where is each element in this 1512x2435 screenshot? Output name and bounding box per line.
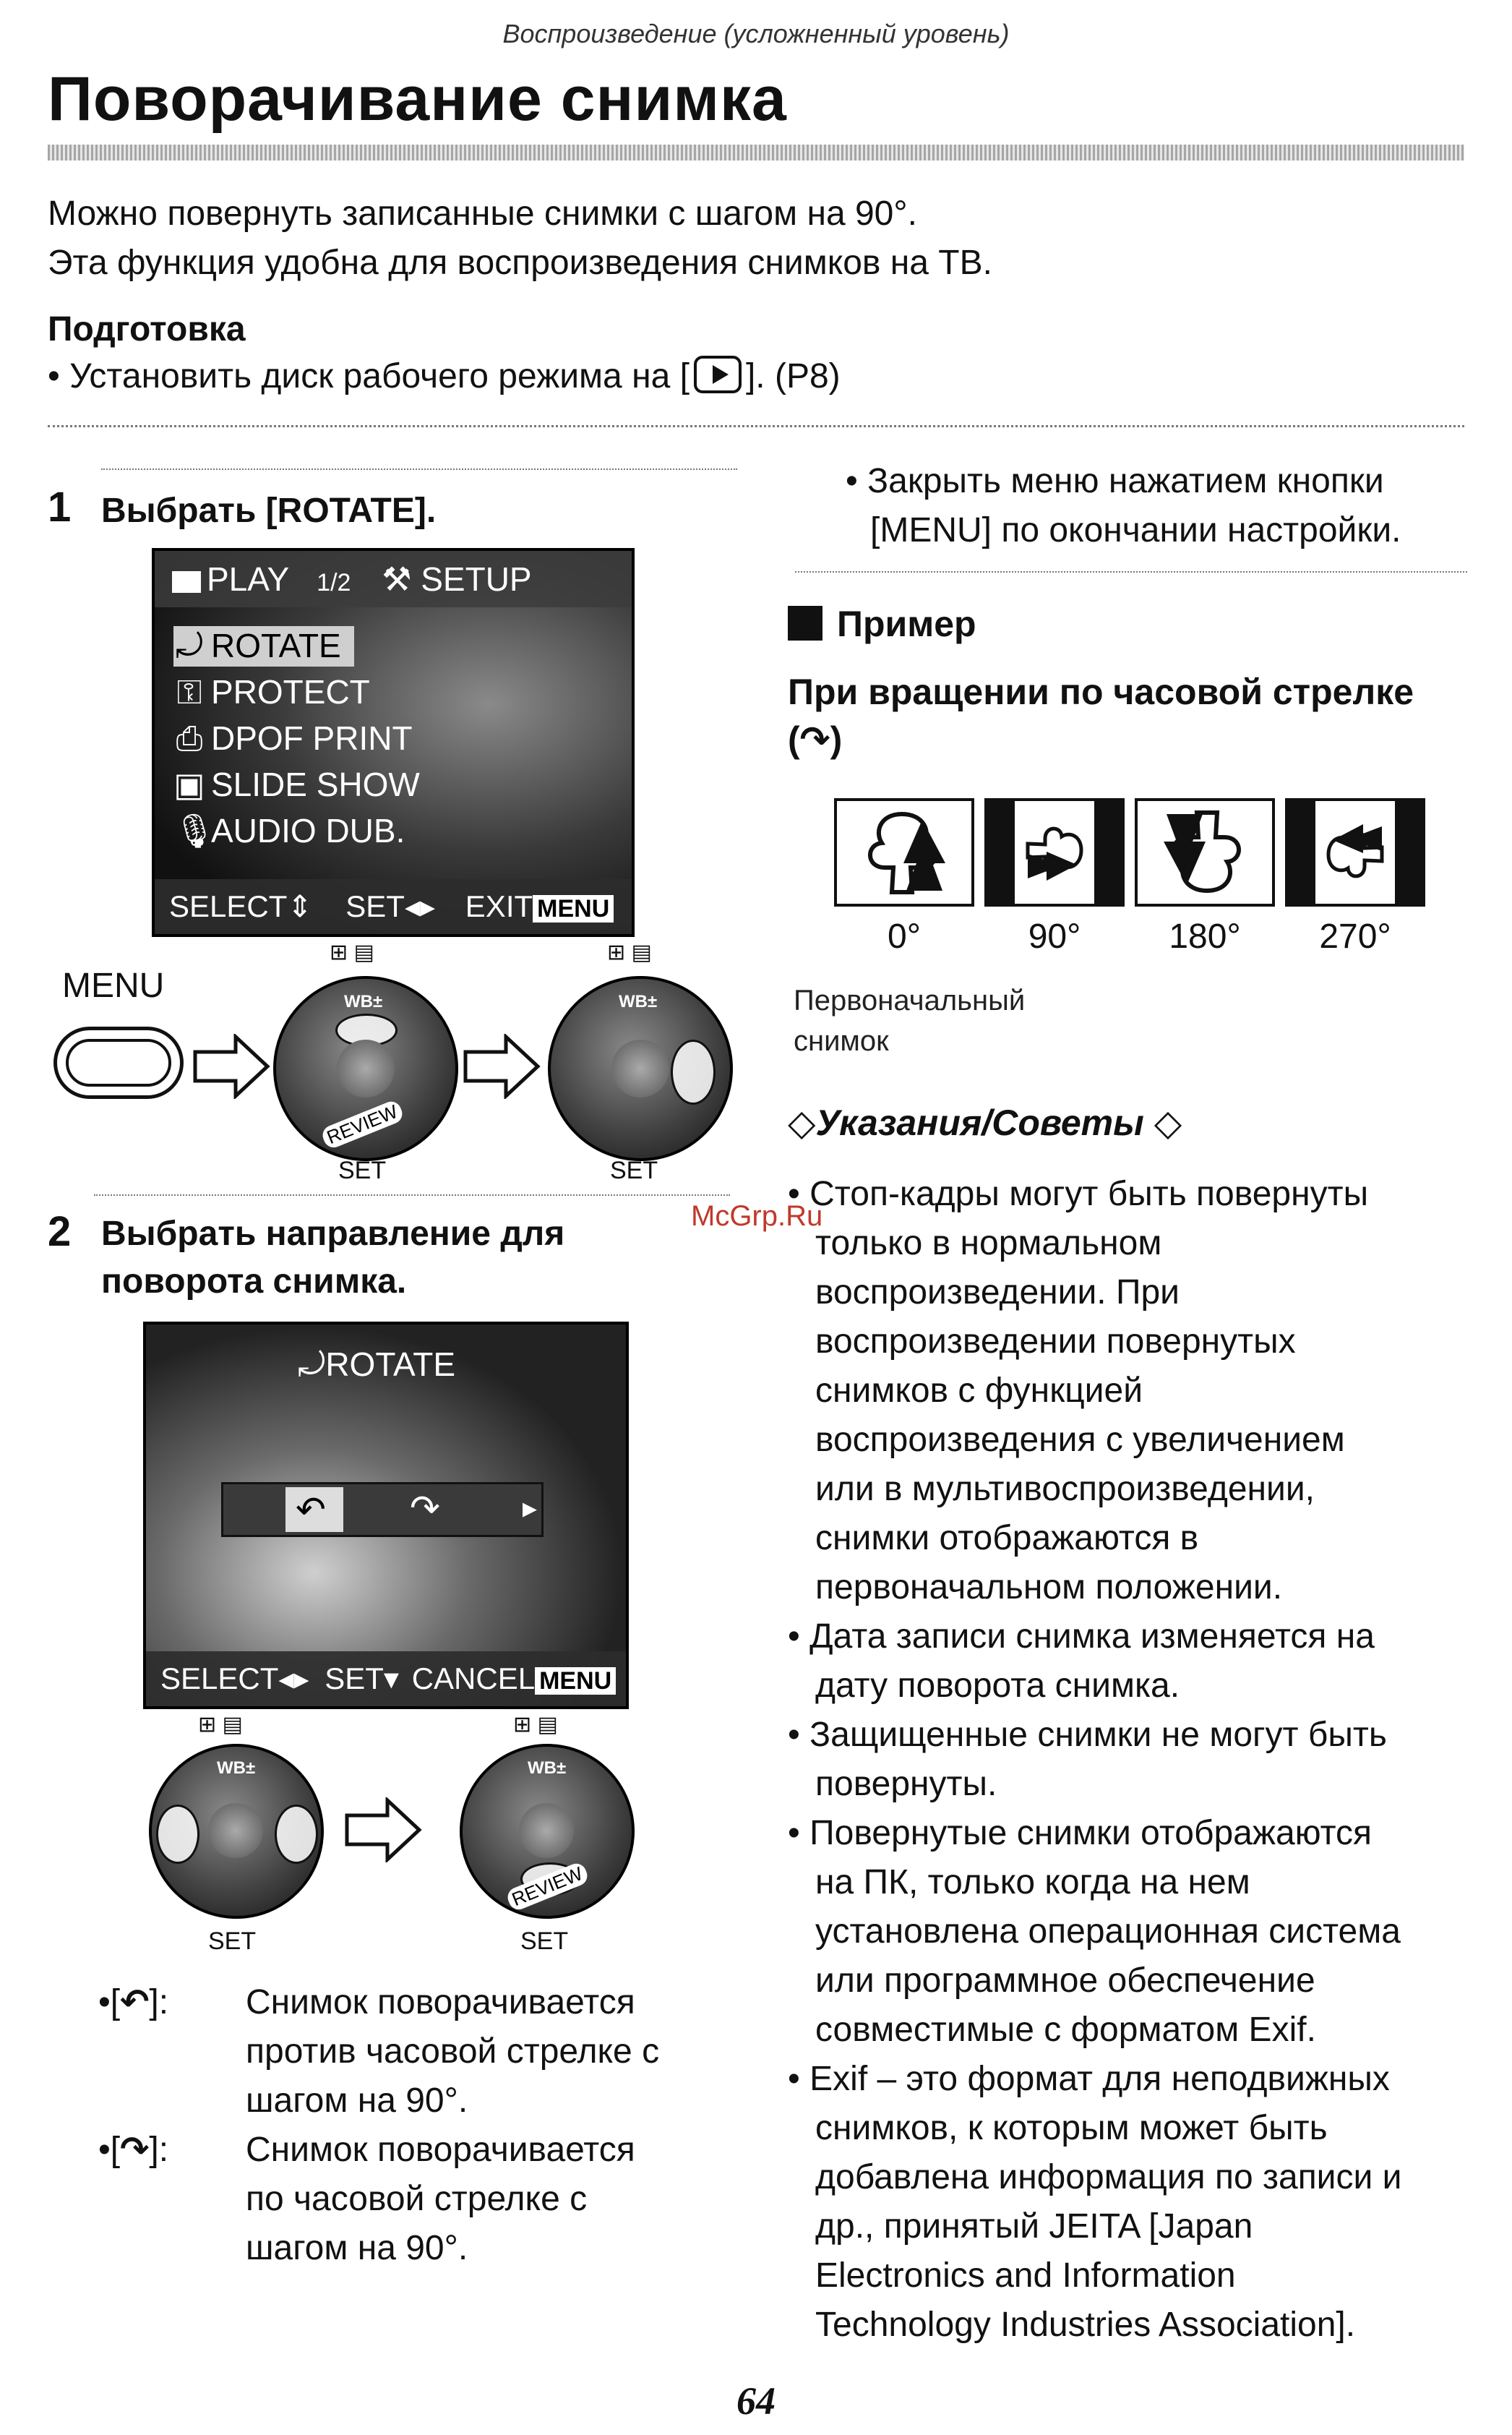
cw-bullet [98, 2126, 168, 2175]
square-bullet-icon [788, 606, 822, 641]
rotate-title [298, 1345, 455, 1385]
menu-item-label: SLIDE SHOW [211, 766, 420, 803]
ccw-description [246, 1978, 659, 2126]
tip-line: совместимые с форматом Exif. [815, 2011, 1316, 2049]
page-title: Поворачивание снимка [48, 64, 787, 134]
tip-line: • Стоп-кадры могут быть повернуты [788, 1175, 1369, 1213]
exposure-icon: ⊞ ▤ [198, 1713, 243, 1737]
close-menu-note [846, 457, 1401, 555]
tip-line: др., принятый JEITA [Japan [815, 2207, 1253, 2246]
preparation-text: ]. (P8) [745, 357, 841, 395]
footer-select: SELECT [169, 889, 288, 923]
intro-line: Эта функция удобна для воспроизведения снимков на ТВ. [48, 244, 992, 282]
preparation-heading: Подготовка [48, 310, 246, 348]
menu-item-dpof-print [173, 719, 413, 759]
tip-item [788, 1612, 1482, 1711]
wb-label: WB± [528, 1758, 567, 1778]
center-button[interactable] [611, 1040, 669, 1097]
play-menu-screen [152, 548, 635, 937]
step-divider [101, 468, 737, 470]
menu-item-slide-show [173, 765, 420, 804]
clockwise-line: При вращении по часовой стрелке [788, 672, 1414, 712]
tab-setup: SETUP [421, 560, 532, 598]
preparation-bullet [48, 356, 841, 396]
rotate-right-icon: ↷ [120, 2131, 150, 2169]
slideshow-icon: ▣ [173, 766, 205, 803]
preparation-text: • Установить диск рабочего режима на [ [48, 357, 690, 395]
menu-item-label: ROTATE [211, 627, 341, 664]
footer-select: SELECT [160, 1661, 279, 1695]
degree-label: 90° [1028, 917, 1081, 956]
set-label: SET [610, 1157, 658, 1184]
bullet-key: •[ [98, 1983, 121, 2021]
tip-line: снимков, к которым может быть [815, 2109, 1328, 2147]
exposure-icon: ⊞ ▤ [330, 941, 374, 964]
arrow-right-icon [344, 1797, 424, 1862]
menu-item-label: DPOF PRINT [211, 719, 413, 757]
rotate-icon: ⤾ [175, 627, 204, 664]
rotate-screen [143, 1322, 629, 1709]
rotate-right-icon: ↷ [799, 719, 830, 760]
bullet-key: ]: [149, 1983, 169, 2021]
cursor-pad-down[interactable] [460, 1744, 635, 1919]
bullet-line: шагом на 90°. [246, 2229, 468, 2267]
menu-footer [155, 879, 632, 934]
clockwise-line-2 [788, 716, 1414, 763]
rotate-icon: ⤾ [298, 1345, 326, 1383]
watermark: McGrp.Ru [691, 1200, 823, 1232]
tip-line: • Повернутые снимки отображаются [788, 1814, 1373, 1852]
tip-line: добавлена информация по записи и [815, 2158, 1402, 2196]
wb-label: WB± [619, 992, 658, 1011]
left-button[interactable] [156, 1805, 199, 1864]
review-label: REVIEW [319, 1099, 405, 1151]
tip-line: снимков с функцией [815, 1371, 1143, 1410]
example-label: Пример [837, 604, 976, 644]
chapter-title: Воспроизведение (усложненный уровень) [502, 19, 1010, 48]
tab-play: PLAY [207, 560, 289, 598]
wrench-icon: ⚒ [382, 560, 412, 598]
menu-button[interactable] [53, 1027, 184, 1099]
arrow-right-icon [192, 1034, 272, 1099]
tree-icon [987, 801, 1122, 904]
bullet-key: •[ [98, 2131, 121, 2169]
paren: ) [830, 719, 843, 760]
print-icon: ⎙ [176, 719, 203, 757]
updown-icon: ⇕ [287, 889, 313, 923]
tip-line: Electronics and Information [815, 2256, 1236, 2295]
center-button[interactable] [519, 1803, 574, 1858]
wb-label: WB± [344, 992, 383, 1011]
section-divider [795, 571, 1467, 573]
tip-line: воспроизведении повернутых [815, 1322, 1296, 1361]
note-line: снимок [794, 1025, 889, 1057]
set-label: SET [208, 1927, 257, 1955]
step-2-line: поворота снимка. [101, 1262, 407, 1301]
counterclockwise-option[interactable] [285, 1487, 343, 1532]
tip-line: • Exif – это формат для неподвижных [788, 2060, 1390, 2098]
tree-icon [1288, 801, 1422, 904]
example-frame-0 [834, 798, 974, 907]
bullet-line: по часовой стрелке с [246, 2180, 588, 2218]
bullet-line: против часовой стрелке с [246, 2032, 660, 2071]
tip-line: • Дата записи снимка изменяется на [788, 1617, 1375, 1656]
right-button[interactable] [275, 1805, 318, 1864]
paren: ( [788, 719, 800, 760]
example-heading [788, 603, 976, 645]
tip-line: на ПК, только когда на нем [815, 1863, 1250, 1901]
tip-item [788, 1809, 1482, 2055]
step-2-line: Выбрать направление для [101, 1215, 565, 1253]
degree-label: 270° [1319, 917, 1391, 956]
rotate-left-icon: ↶ [120, 1983, 150, 2021]
note-line: Первоначальный [794, 985, 1026, 1017]
footer-exit: EXIT [465, 889, 533, 923]
tip-line: воспроизведения с увеличением [815, 1421, 1345, 1459]
step-2-text [101, 1210, 564, 1306]
example-frame-180 [1135, 798, 1275, 907]
menu-item-protect [173, 672, 370, 713]
set-label: SET [338, 1157, 387, 1184]
exposure-icon: ⊞ ▤ [513, 1713, 558, 1737]
menu-item-rotate [173, 626, 354, 667]
original-image-note [794, 980, 1025, 1061]
center-button[interactable] [208, 1803, 263, 1858]
tips-heading: ◇Указания/Советы ◇ [788, 1103, 1182, 1143]
footer-menu: MENU [533, 895, 614, 923]
play-tab-icon [172, 571, 201, 593]
key-icon: ⚿ [176, 673, 202, 711]
bullet-line: Снимок поворачивается [246, 1983, 635, 2021]
tip-line: снимки отображаются в [815, 1519, 1199, 1557]
tip-line: Technology Industries Association]. [815, 2306, 1356, 2344]
menu-item-label: PROTECT [211, 673, 370, 711]
tip-line: или программное обеспечение [815, 1961, 1315, 2000]
cursor-pad-right[interactable] [548, 976, 733, 1161]
example-frame-270 [1285, 798, 1425, 907]
tip-line: повернуты. [815, 1765, 997, 1803]
degree-label: 0° [888, 917, 921, 956]
cursor-pad-left-right[interactable] [149, 1744, 324, 1919]
exposure-icon: ⊞ ▤ [607, 941, 652, 964]
step-divider [94, 1194, 730, 1196]
intro-line: Можно повернуть записанные снимки с шагом на 90°. [48, 194, 917, 233]
direction-selector[interactable] [221, 1482, 544, 1537]
menu-footer [146, 1651, 626, 1706]
tips-list [788, 1170, 1482, 2350]
review-label: REVIEW [504, 1861, 590, 1913]
bullet-line: Снимок поворачивается [246, 2131, 635, 2169]
tip-item [788, 2055, 1482, 2350]
rotate-label: ROTATE [325, 1345, 456, 1383]
menu-item-label: AUDIO DUB. [211, 812, 405, 850]
menu-button-label: MENU [62, 967, 165, 1005]
set-label: SET [520, 1927, 569, 1955]
tree-icon [1138, 801, 1272, 904]
play-mode-icon [694, 356, 742, 393]
leftright-icon: ◂▸ [278, 1661, 309, 1695]
tip-line: только в нормальном [815, 1224, 1162, 1262]
tip-item [788, 1711, 1482, 1809]
tip-item [788, 1170, 1482, 1612]
title-divider [48, 145, 1464, 161]
step-2-number: 2 [48, 1208, 72, 1255]
tab-page: 1/2 [317, 569, 351, 596]
section-divider [48, 425, 1464, 427]
note-line: [MENU] по окончании настройки. [870, 511, 1401, 549]
rotate-left-icon: ↶ [296, 1489, 326, 1530]
down-icon: ▾ [383, 1661, 400, 1695]
degree-label: 180° [1169, 917, 1241, 956]
ccw-bullet [98, 1978, 168, 2027]
tip-line: или в мультивоспроизведении, [815, 1470, 1315, 1508]
cursor-pad-up-down[interactable] [273, 976, 458, 1161]
note-line: • Закрыть меню нажатием кнопки [846, 462, 1384, 500]
right-button[interactable] [671, 1040, 716, 1105]
tip-line: дату поворота снимка. [815, 1666, 1180, 1705]
clockwise-heading [788, 668, 1414, 763]
rotate-right-icon[interactable]: ↷ [410, 1488, 440, 1528]
step-1-number: 1 [48, 484, 72, 531]
example-frame-90 [984, 798, 1125, 907]
menu-header [155, 551, 632, 607]
wb-label: WB± [217, 1758, 256, 1778]
page-number: 64 [736, 2379, 776, 2423]
footer-cancel: CANCEL [411, 1661, 536, 1695]
cw-description [246, 2126, 635, 2273]
menu-item-audio-dub [173, 811, 405, 851]
footer-menu: MENU [535, 1667, 616, 1695]
tip-line: установлена операционная система [815, 1912, 1401, 1951]
step-1-text: Выбрать [ROTATE]. [101, 492, 437, 530]
intro-text [48, 189, 992, 288]
tip-line: • Защищенные снимки не могут быть [788, 1716, 1387, 1754]
tip-line: первоначальном положении. [815, 1568, 1283, 1606]
footer-set: SET [345, 889, 405, 923]
footer-set: SET [325, 1661, 384, 1695]
tip-line: воспроизведении. При [815, 1273, 1180, 1311]
tree-icon [837, 801, 971, 904]
microphone-icon: 🎙 [173, 812, 216, 850]
arrow-right-icon [463, 1034, 542, 1099]
bullet-key: ]: [149, 2131, 169, 2169]
bullet-line: шагом на 90°. [246, 2081, 468, 2120]
leftright-icon: ◂▸ [404, 889, 436, 923]
center-button[interactable] [337, 1040, 395, 1097]
right-triangle-icon: ▸ [522, 1492, 537, 1524]
